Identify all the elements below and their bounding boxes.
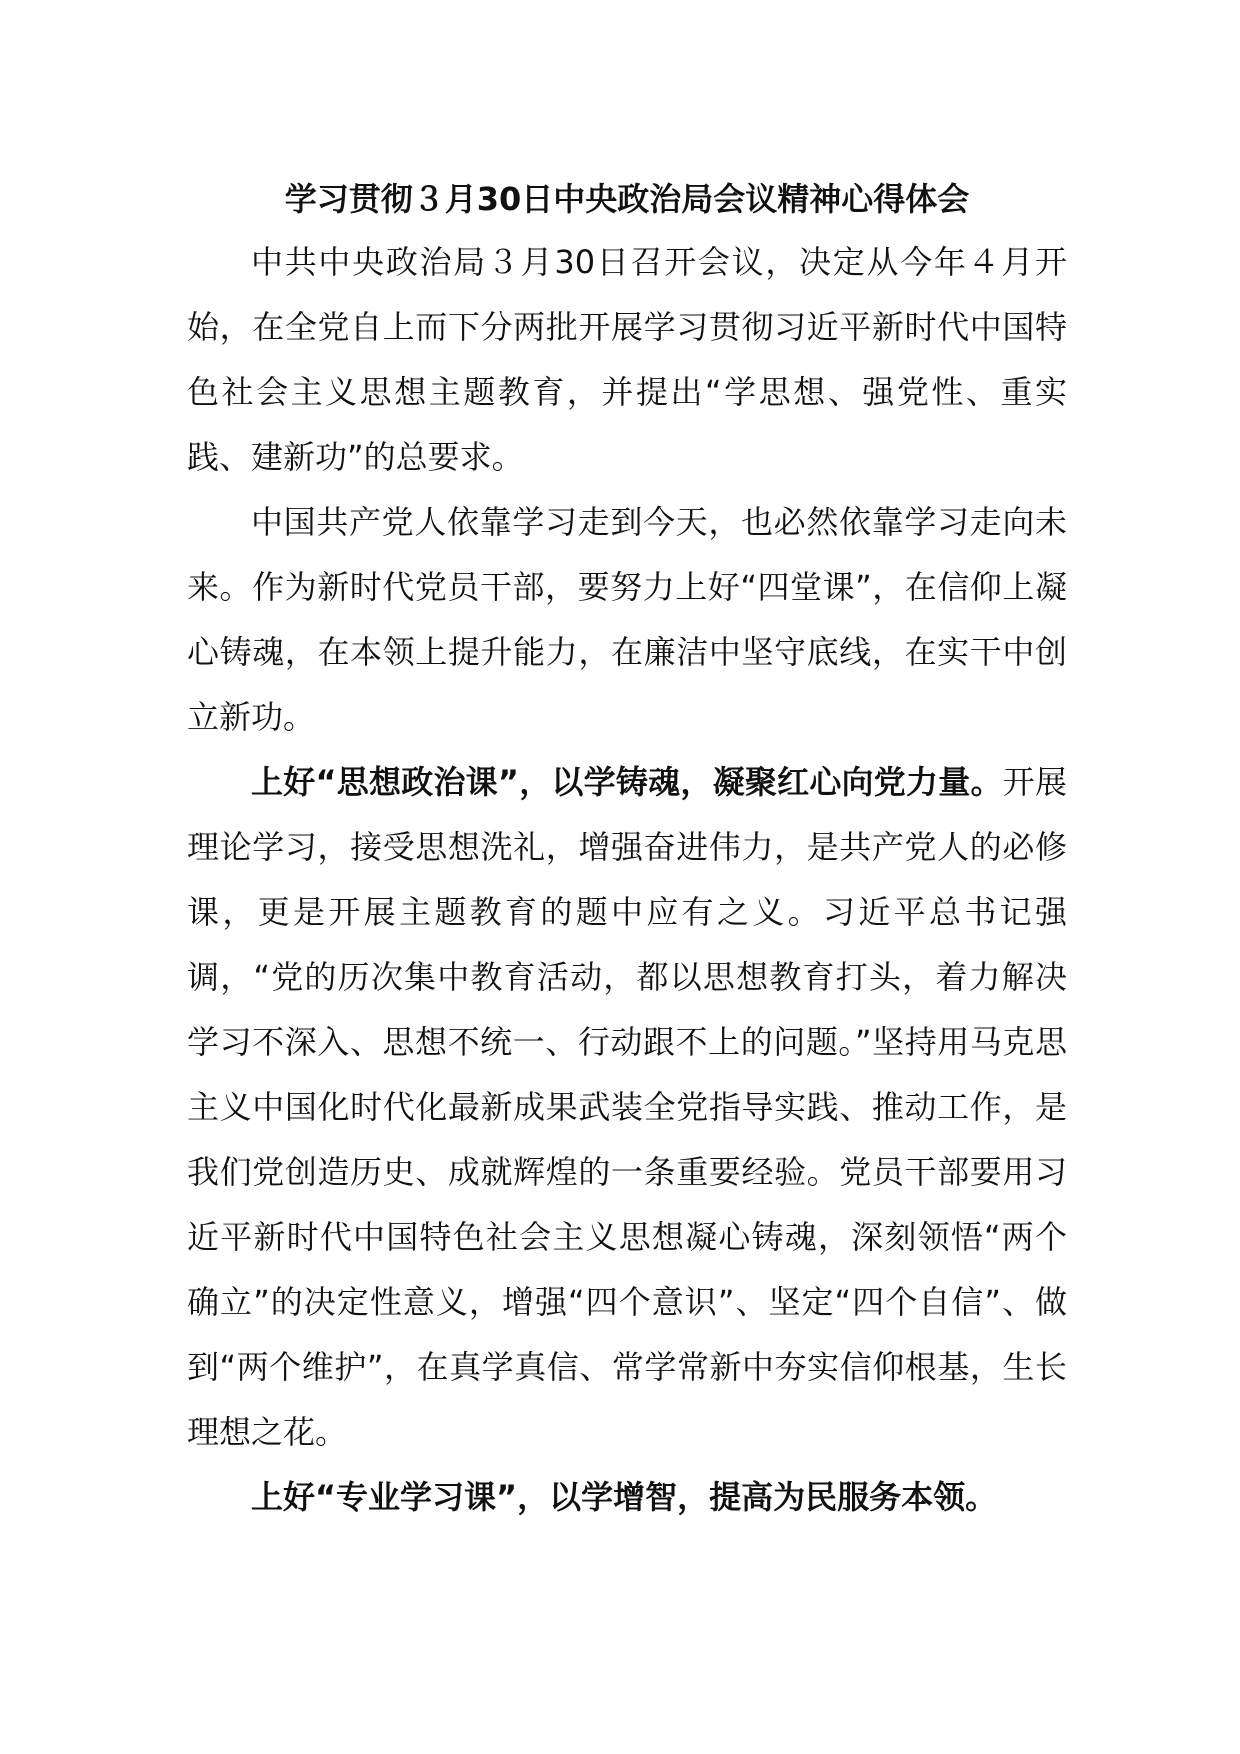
paragraph-2 [187, 490, 1067, 750]
paragraph-4 [187, 1465, 1067, 1530]
section-heading-professional: 上好“专业学习课”，以学增智，提高为民服务本领。 [251, 1478, 998, 1516]
paragraph-3 [187, 750, 1067, 1465]
paragraph-1-text: 中共中央政治局３月30日召开会议，决定从今年４月开始，在全党自上而下分两批开展学习贯彻习近平新时代中国特色社会主义思想主题教育，并提出“学思想、强党性、重实践、建新功”的总要求。 [187, 243, 1067, 476]
paragraph-3-text: 开展理论学习，接受思想洗礼，增强奋进伟力，是共产党人的必修课，更是开展主题教育的题中应有之义。习近平总书记强调，“党的历次集中教育活动，都以思想教育打头，着力解决学习不深入、思想不统一、行动跟不上的问题。”坚持用马克思主义中国化时代化最新成果武装全党指导实践、推动工作，是我们党创造历史、成就辉煌的一条重要经验。党员干部要用习近平新时代中国特色社会主义思想凝心铸魂，深刻领悟“两个确立”的决定性意义，增强“四个意识”、坚定“四个自信”、做到“两个维护”，在真学真信、常学常新中夯实信仰根基，生长理想之花。 [187, 763, 1067, 1451]
document-title: 学习贯彻３月30日中央政治局会议精神心得体会 [284, 180, 970, 218]
paragraph-1 [187, 230, 1067, 490]
paragraph-2-text: 中国共产党人依靠学习走到今天，也必然依靠学习走向未来。作为新时代党员干部，要努力上好“四堂课”，在信仰上凝心铸魂，在本领上提升能力，在廉洁中坚守底线，在实干中创立新功。 [187, 503, 1067, 736]
section-heading-ideology: 上好“思想政治课”，以学铸魂，凝聚红心向党力量。 [251, 763, 1003, 801]
document-body [187, 168, 1067, 1530]
